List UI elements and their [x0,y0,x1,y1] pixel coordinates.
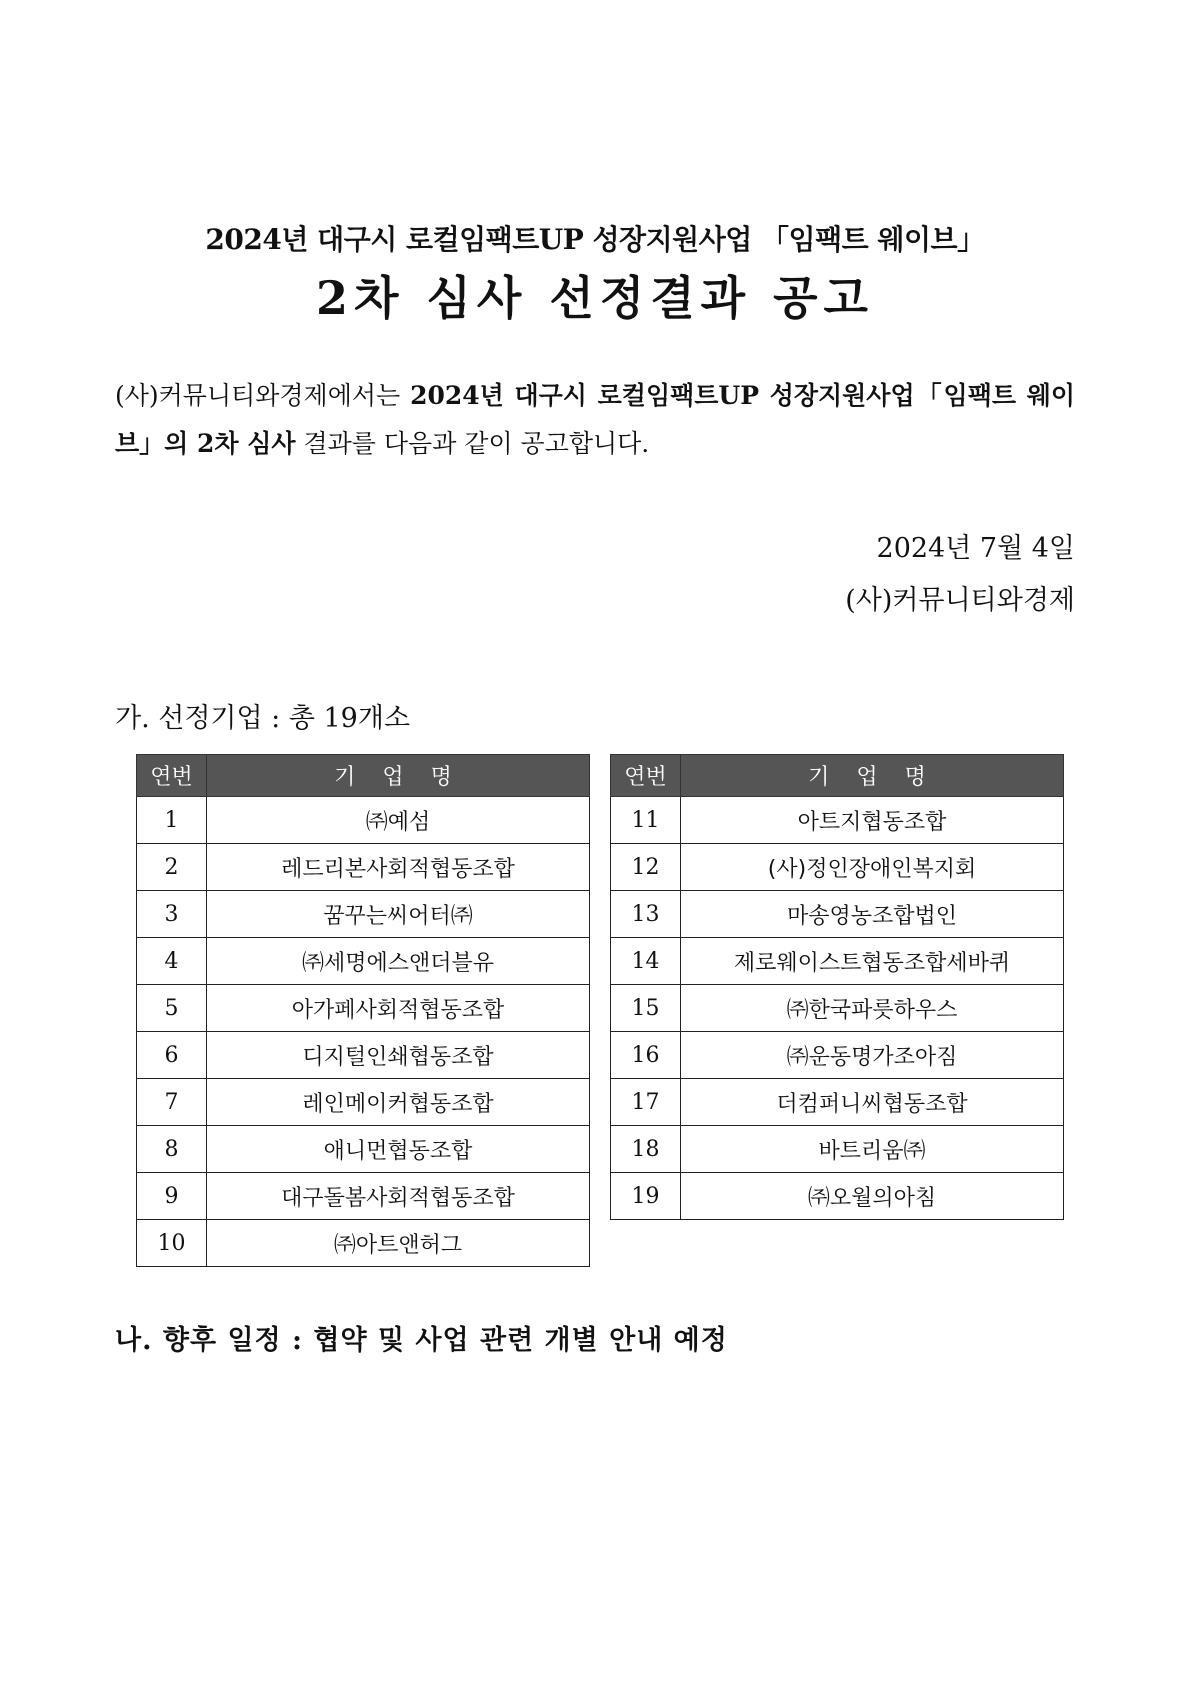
table-row [137,1079,590,1126]
company-name: 바트리움㈜ [681,1126,1064,1173]
company-name: (사)정인장애인복지회 [681,844,1064,891]
table-row [137,1032,590,1079]
table-row [611,1032,1064,1079]
column-header-company: 기 업 명 [681,755,1064,797]
table-row [611,985,1064,1032]
table-row [137,1173,590,1220]
section-selected-companies-title: 가. 선정기업 : 총 19개소 [115,703,411,734]
section-schedule-title: 나. 향후 일정 : 협약 및 사업 관련 개별 안내 예정 [115,1325,728,1356]
notice-organization: (사)커뮤니티와경제 [845,585,1075,616]
table-row [611,891,1064,938]
company-name: 마송영농조합법인 [681,891,1064,938]
row-number: 9 [137,1173,207,1220]
row-number: 6 [137,1032,207,1079]
company-name: ㈜세명에스앤더블유 [207,938,590,985]
column-header-number: 연번 [611,755,681,797]
intro-bold-text: 2024년 대구시 로컬임팩트UP 성장지원사업「임팩트 웨이브」의 2차 심사 [115,381,1075,458]
company-name: ㈜오월의아침 [681,1173,1064,1220]
row-number: 15 [611,985,681,1032]
row-number: 10 [137,1220,207,1267]
company-table-right [610,754,1064,1220]
row-number: 11 [611,797,681,844]
company-name: 꿈꾸는씨어터㈜ [207,891,590,938]
row-number: 4 [137,938,207,985]
intro-paragraph [115,372,1075,468]
table-row [137,891,590,938]
company-name: 제로웨이스트협동조합세바퀴 [681,938,1064,985]
company-name: 대구돌봄사회적협동조합 [207,1173,590,1220]
intro-text-1: (사)커뮤니티와경제에서는 [115,381,411,410]
notice-title-line2: 2차 심사 선정결과 공고 [316,271,874,325]
table-row [137,844,590,891]
table-row [137,1126,590,1173]
row-number: 3 [137,891,207,938]
column-header-number: 연번 [137,755,207,797]
notice-title-line1: 2024년 대구시 로컬임팩트UP 성장지원사업 「임팩트 웨이브」 [205,223,985,256]
row-number: 13 [611,891,681,938]
table-row [137,985,590,1032]
company-name: 디지털인쇄협동조합 [207,1032,590,1079]
company-name: ㈜아트앤허그 [207,1220,590,1267]
row-number: 14 [611,938,681,985]
row-number: 8 [137,1126,207,1173]
row-number: 12 [611,844,681,891]
row-number: 16 [611,1032,681,1079]
company-name: ㈜한국파릇하우스 [681,985,1064,1032]
row-number: 2 [137,844,207,891]
company-table-left [136,754,590,1267]
table-header-row [137,755,590,797]
row-number: 19 [611,1173,681,1220]
company-name: 아가페사회적협동조합 [207,985,590,1032]
column-header-company: 기 업 명 [207,755,590,797]
company-name: 레드리본사회적협동조합 [207,844,590,891]
row-number: 18 [611,1126,681,1173]
company-name: 더컴퍼니씨협동조합 [681,1079,1064,1126]
table-row [137,1220,590,1267]
company-name: ㈜예섬 [207,797,590,844]
row-number: 1 [137,797,207,844]
company-name: ㈜운동명가조아짐 [681,1032,1064,1079]
table-header-row [611,755,1064,797]
table-row [137,797,590,844]
row-number: 7 [137,1079,207,1126]
table-row [611,1079,1064,1126]
table-row [611,1173,1064,1220]
intro-text-2: 결과를 다음과 같이 공고합니다. [295,429,650,458]
table-row [137,938,590,985]
notice-date: 2024년 7월 4일 [876,533,1075,564]
company-name: 애니먼협동조합 [207,1126,590,1173]
row-number: 17 [611,1079,681,1126]
table-row [611,844,1064,891]
table-row [611,797,1064,844]
row-number: 5 [137,985,207,1032]
company-name: 아트지협동조합 [681,797,1064,844]
table-row [611,938,1064,985]
company-name: 레인메이커협동조합 [207,1079,590,1126]
table-row [611,1126,1064,1173]
